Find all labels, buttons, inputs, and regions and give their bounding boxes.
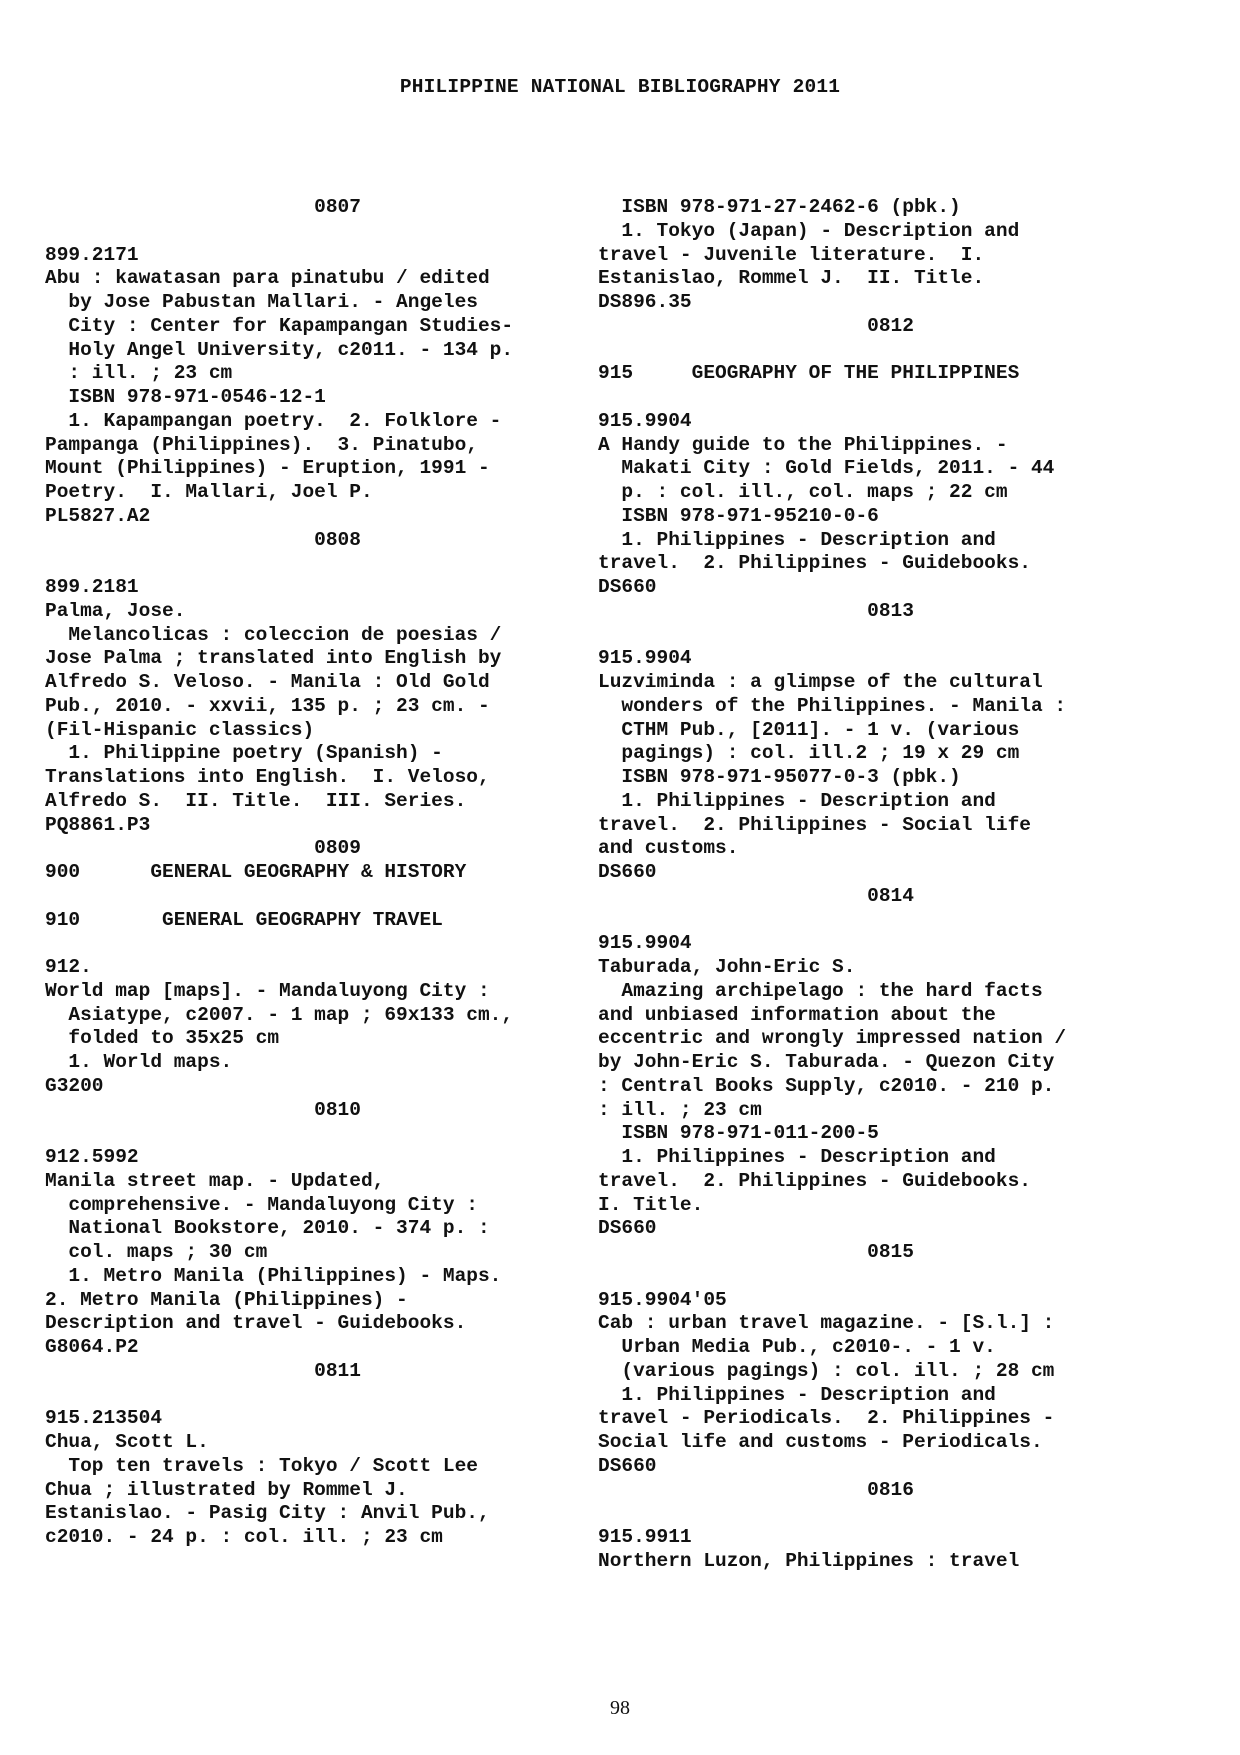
bibliography-line: [45, 220, 565, 244]
bibliography-line: DS660: [598, 1454, 657, 1477]
page-header-title: PHILIPPINE NATIONAL BIBLIOGRAPHY 2011: [399, 76, 841, 98]
bibliography-line: 1. Philippines - Description and: [598, 1146, 996, 1168]
bibliography-line: ISBN 978-971-27-2462-6 (pbk.): [598, 196, 961, 218]
bibliography-line: National Bookstore, 2010. - 374 p. :: [45, 1217, 490, 1240]
bibliography-line: 0810: [45, 1098, 361, 1121]
bibliography-line: col. maps ; 30 cm: [45, 1241, 268, 1263]
bibliography-line: DS660: [598, 861, 657, 883]
left-column: [45, 196, 565, 1550]
bibliography-line: Description and travel - Guidebooks.: [45, 1312, 467, 1335]
bibliography-line: eccentric and wrongly impressed nation /: [598, 1027, 1067, 1050]
bibliography-line: 910 GENERAL GEOGRAPHY TRAVEL: [45, 908, 443, 931]
bibliography-line: [45, 932, 565, 956]
bibliography-line: [45, 885, 565, 909]
bibliography-line: 0809: [45, 837, 361, 860]
bibliography-line: City : Center for Kapampangan Studies-: [45, 314, 514, 337]
bibliography-line: Chua ; illustrated by Rommel J.: [45, 1478, 408, 1501]
bibliography-line: Makati City : Gold Fields, 2011. - 44: [598, 457, 1055, 480]
bibliography-line: [45, 1384, 565, 1408]
bibliography-line: : ill. ; 23 cm: [598, 1098, 762, 1121]
bibliography-line: p. : col. ill., col. maps ; 22 cm: [598, 481, 1008, 503]
bibliography-line: 900 GENERAL GEOGRAPHY & HISTORY: [45, 861, 467, 883]
bibliography-line: ISBN 978-971-95210-0-6: [598, 504, 879, 527]
bibliography-line: DS660: [598, 576, 657, 598]
right-column: [598, 196, 1118, 1574]
bibliography-line: World map [maps]. - Mandaluyong City :: [45, 979, 490, 1002]
bibliography-line: Mount (Philippines) - Eruption, 1991 -: [45, 457, 490, 480]
bibliography-line: 912.: [45, 956, 92, 978]
bibliography-line: folded to 35x25 cm: [45, 1027, 280, 1050]
bibliography-line: Melancolicas : coleccion de poesias /: [45, 623, 502, 646]
bibliography-line: Palma, Jose.: [45, 599, 186, 622]
bibliography-line: Pampanga (Philippines). 3. Pinatubo,: [45, 433, 478, 456]
bibliography-line: Amazing archipelago : the hard facts: [598, 979, 1043, 1002]
bibliography-line: G3200: [45, 1074, 104, 1097]
bibliography-line: 0811: [45, 1359, 361, 1382]
bibliography-line: 1. Philippines - Description and: [598, 528, 996, 551]
bibliography-line: 1. Tokyo (Japan) - Description and: [598, 219, 1020, 242]
bibliography-line: wonders of the Philippines. - Manila :: [598, 694, 1067, 717]
bibliography-line: 899.2181: [45, 576, 139, 598]
bibliography-line: 1. World maps.: [45, 1051, 233, 1073]
bibliography-line: G8064.P2: [45, 1336, 139, 1358]
bibliography-line: [598, 909, 1118, 933]
bibliography-line: Estanislao. - Pasig City : Anvil Pub.,: [45, 1502, 490, 1525]
bibliography-line: Jose Palma ; translated into English by: [45, 647, 502, 670]
bibliography-line: Estanislao, Rommel J. II. Title.: [598, 267, 985, 290]
bibliography-line: 1. Metro Manila (Philippines) - Maps.: [45, 1264, 502, 1287]
bibliography-line: : Central Books Supply, c2010. - 210 p.: [598, 1074, 1055, 1097]
bibliography-line: 915.9904: [598, 409, 692, 432]
bibliography-line: Taburada, John-Eric S.: [598, 956, 856, 978]
bibliography-line: 915.9904'05: [598, 1288, 727, 1311]
bibliography-line: 0815: [598, 1241, 914, 1263]
bibliography-line: [598, 624, 1118, 648]
bibliography-line: Manila street map. - Updated,: [45, 1169, 385, 1192]
bibliography-line: 0814: [598, 884, 914, 907]
bibliography-line: comprehensive. - Mandaluyong City :: [45, 1193, 478, 1216]
bibliography-line: [598, 339, 1118, 363]
bibliography-line: PQ8861.P3: [45, 813, 151, 836]
bibliography-line: pagings) : col. ill.2 ; 19 x 29 cm: [598, 742, 1020, 765]
bibliography-line: : ill. ; 23 cm: [45, 362, 233, 385]
bibliography-line: 912.5992: [45, 1146, 139, 1168]
bibliography-line: [45, 552, 565, 576]
bibliography-line: DS660: [598, 1217, 657, 1240]
bibliography-line: 1. Kapampangan poetry. 2. Folklore -: [45, 409, 502, 432]
bibliography-line: Northern Luzon, Philippines : travel: [598, 1549, 1020, 1572]
bibliography-line: 915.9911: [598, 1526, 692, 1548]
bibliography-line: Top ten travels : Tokyo / Scott Lee: [45, 1454, 478, 1477]
bibliography-line: [598, 1502, 1118, 1526]
bibliography-line: travel - Periodicals. 2. Philippines -: [598, 1407, 1055, 1430]
bibliography-line: 915.213504: [45, 1407, 163, 1430]
page-number: 98: [610, 1697, 630, 1719]
bibliography-line: 1. Philippines - Description and: [598, 1383, 996, 1406]
bibliography-line: Social life and customs - Periodicals.: [598, 1431, 1043, 1453]
bibliography-line: travel - Juvenile literature. I.: [598, 243, 985, 266]
bibliography-line: DS896.35: [598, 291, 692, 313]
bibliography-line: and unbiased information about the: [598, 1003, 996, 1026]
bibliography-line: Chua, Scott L.: [45, 1431, 209, 1453]
bibliography-line: Luzviminda : a glimpse of the cultural: [598, 671, 1043, 693]
bibliography-line: [45, 1122, 565, 1146]
bibliography-line: Urban Media Pub., c2010-. - 1 v.: [598, 1336, 996, 1358]
bibliography-line: Poetry. I. Mallari, Joel P.: [45, 481, 373, 503]
bibliography-line: I. Title.: [598, 1193, 704, 1216]
bibliography-line: Holy Angel University, c2011. - 134 p.: [45, 338, 514, 361]
bibliography-line: 915.9904: [598, 647, 692, 670]
bibliography-line: 0816: [598, 1478, 914, 1501]
bibliography-line: and customs.: [598, 837, 739, 860]
bibliography-line: [598, 1265, 1118, 1289]
bibliography-line: Cab : urban travel magazine. - [S.l.] :: [598, 1312, 1055, 1335]
bibliography-line: Translations into English. I. Veloso,: [45, 766, 490, 788]
bibliography-line: ISBN 978-971-0546-12-1: [45, 386, 326, 408]
bibliography-line: CTHM Pub., [2011]. - 1 v. (various: [598, 718, 1020, 741]
bibliography-line: c2010. - 24 p. : col. ill. ; 23 cm: [45, 1526, 443, 1548]
bibliography-line: 1. Philippine poetry (Spanish) -: [45, 742, 443, 765]
bibliography-line: (various pagings) : col. ill. ; 28 cm: [598, 1359, 1055, 1382]
bibliography-line: travel. 2. Philippines - Guidebooks.: [598, 1169, 1031, 1192]
bibliography-line: A Handy guide to the Philippines. -: [598, 433, 1008, 456]
bibliography-line: by John-Eric S. Taburada. - Quezon City: [598, 1051, 1055, 1073]
bibliography-line: 0807: [45, 196, 361, 218]
bibliography-line: 0813: [598, 599, 914, 622]
bibliography-line: Alfredo S. Veloso. - Manila : Old Gold: [45, 671, 490, 693]
bibliography-line: ISBN 978-971-011-200-5: [598, 1122, 879, 1145]
bibliography-line: PL5827.A2: [45, 504, 151, 527]
bibliography-line: Alfredo S. II. Title. III. Series.: [45, 789, 467, 812]
bibliography-line: 915 GEOGRAPHY OF THE PHILIPPINES: [598, 362, 1020, 385]
bibliography-line: ISBN 978-971-95077-0-3 (pbk.): [598, 766, 961, 788]
bibliography-line: 899.2171: [45, 243, 139, 266]
bibliography-line: 0808: [45, 528, 361, 551]
bibliography-line: 915.9904: [598, 932, 692, 955]
bibliography-line: (Fil-Hispanic classics): [45, 718, 315, 741]
bibliography-line: by Jose Pabustan Mallari. - Angeles: [45, 291, 478, 313]
bibliography-line: 2. Metro Manila (Philippines) -: [45, 1288, 408, 1311]
bibliography-line: travel. 2. Philippines - Guidebooks.: [598, 552, 1031, 575]
bibliography-line: [598, 386, 1118, 410]
bibliography-line: Abu : kawatasan para pinatubu / edited: [45, 267, 490, 290]
bibliography-line: travel. 2. Philippines - Social life: [598, 813, 1031, 836]
bibliography-line: 0812: [598, 314, 914, 337]
bibliography-line: Pub., 2010. - xxvii, 135 p. ; 23 cm. -: [45, 694, 490, 717]
bibliography-line: 1. Philippines - Description and: [598, 789, 996, 812]
bibliography-line: Asiatype, c2007. - 1 map ; 69x133 cm.,: [45, 1003, 514, 1026]
